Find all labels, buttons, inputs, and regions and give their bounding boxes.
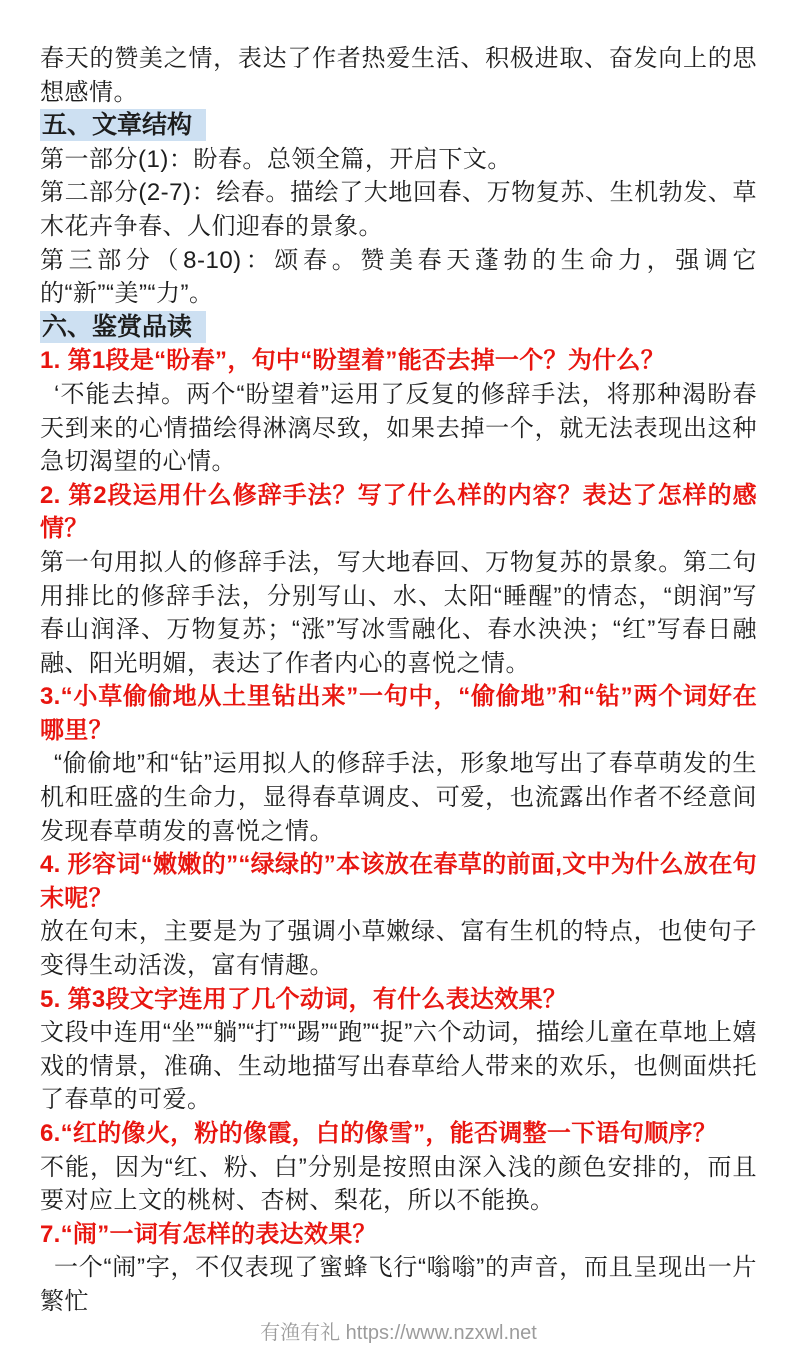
qa-question: 4. 形容词“嫩嫩的”“绿绿的”本该放在春草的前面,文中为什么放在句末呢？ xyxy=(40,851,757,912)
qa-question: 3.“小草偷偷地从土里钻出来”一句中，“偷偷地”和“钻”两个词好在哪里？ xyxy=(40,683,757,744)
qa-answer: 文段中连用“坐”“躺”“打”“踢”“跑”“捉”六个动词，描绘儿童在草地上嬉戏的情景，准确、生动地描写出春草给人带来的欢乐，也侧面烘托了春草的可爱。 xyxy=(40,1019,757,1114)
qa-question: 7.“闹”一词有怎样的表达效果？ xyxy=(40,1220,377,1248)
section5-title: 五、文章结构 xyxy=(40,109,206,141)
footer-watermark: 有渔有礼 https://www.nzxwl.net xyxy=(260,1321,537,1344)
qa-list xyxy=(40,344,757,1318)
qa-answer: “偷偷地”和“钻”运用拟人的修辞手法，形象地写出了春草萌发的生机和旺盛的生命力，显得春草调皮、可爱，也流露出作者不经意间发现春草萌发的喜悦之情。 xyxy=(40,750,757,845)
intro-paragraph: 春天的赞美之情，表达了作者热爱生活、积极进取、奋发向上的思想感情。 xyxy=(40,45,757,106)
qa-question: 1. 第1段是“盼春”，句中“盼望着”能否去掉一个？为什么？ xyxy=(40,347,666,375)
section6-header xyxy=(40,311,757,345)
qa-answer: ‘不能去掉。两个“盼望着”运用了反复的修辞手法，将那种渴盼春天到来的心情描绘得淋漓尽致，如果去掉一个，就无法表现出这种急切渴望的心情。 xyxy=(40,380,757,476)
section6-title: 六、鉴赏品读 xyxy=(40,311,206,343)
qa-answer: 放在句末，主要是为了强调小草嫩绿、富有生机的特点，也使句子变得生动活泼，富有情趣。 xyxy=(40,918,757,980)
structure-paragraph: 第二部分(2-7)：绘春。描绘了大地回春、万物复苏、生机勃发、草木花卉争春、人们迎春的景象。 xyxy=(40,179,757,240)
qa-answer: 一个“闹”字，不仅表现了蜜蜂飞行“嗡嗡”的声音，而且呈现出一片繁忙 xyxy=(40,1254,757,1315)
section5-paragraph-list xyxy=(40,143,757,311)
structure-paragraph: 第三部分（8-10)：颂春。赞美春天蓬勃的生命力，强调它的“新”“美”“力”。 xyxy=(40,246,757,308)
qa-question: 2. 第2段运用什么修辞手法？写了什么样的内容？表达了怎样的感情？ xyxy=(40,481,757,543)
qa-answer: 不能，因为“红、粉、白”分别是按照由深入浅的颜色安排的，而且要对应上文的桃树、杏树、梨花，所以不能换。 xyxy=(40,1153,757,1215)
qa-question: 5. 第3段文字连用了几个动词，有什么表达效果？ xyxy=(40,985,568,1013)
section5-header xyxy=(40,109,757,143)
structure-paragraph: 第一部分(1)：盼春。总领全篇，开启下文。 xyxy=(40,145,512,173)
qa-question: 6.“红的像火，粉的像霞，白的像雪”，能否调整一下语句顺序？ xyxy=(40,1120,718,1147)
qa-answer: 第一句用拟人的修辞手法，写大地春回、万物复苏的景象。第二句用排比的修辞手法，分别写山、水、太阳“睡醒”的情态，“朗润”写春山润泽、万物复苏；“涨”写冰雪融化、春水泱泱；“红”写春日融融、阳光明媚，表达了作者内心的喜悦之情。 xyxy=(40,548,757,677)
